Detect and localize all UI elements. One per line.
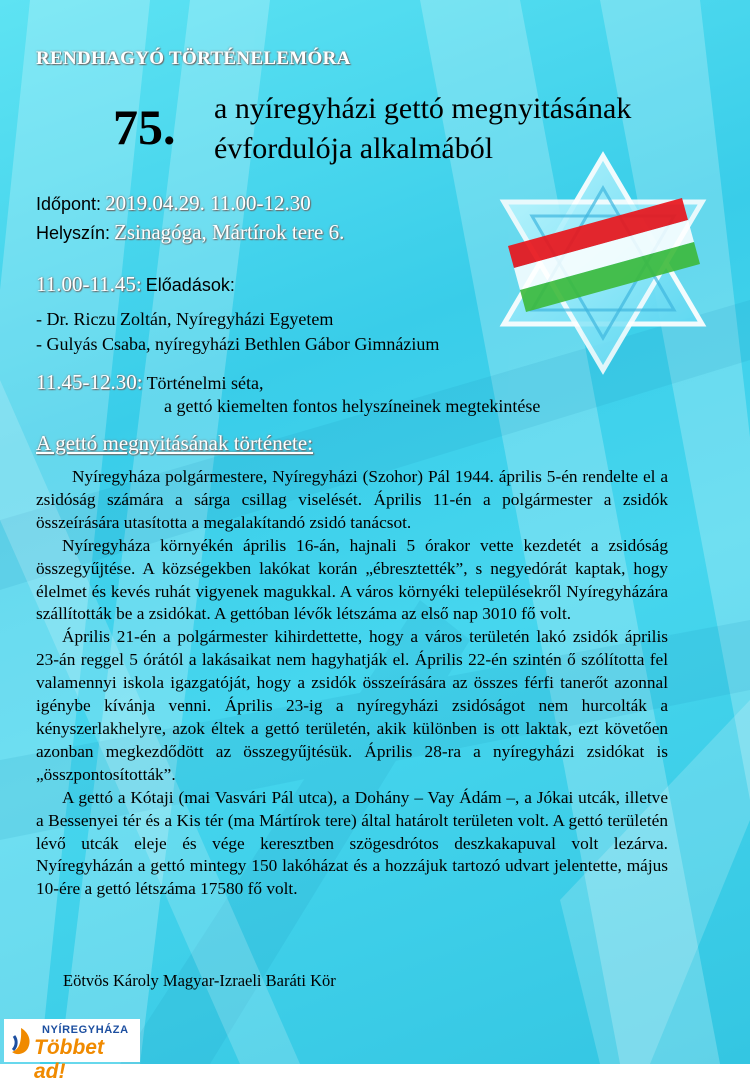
place-value: Zsinagóga, Mártírok tere 6. [114,220,345,244]
schedule-slot-2 [36,370,264,395]
place-row [36,220,344,245]
logo-mark-icon [8,1026,34,1058]
history-paragraph-4: A gettó a Kótaji (mai Vasvári Pál utca), a Dohány – Vay Ádám –, a Jókai utcák, illetve a Bessenyei tér és a Kis tér (ma Mártírok tere) által határolt területen volt. A gettó területén lévő utcák eleje és vége keresztben szögesdrótos deszkakapuval volt lezárva. Nyíregyházán a gettó mintegy 150 lakóházat és a hozzájuk tartozó udvart jelentette, május 10-ére a gettó létszáma 17580 fő volt. [36,787,668,899]
header-title: RENDHAGYÓ TÖRTÉNELEMÓRA [36,48,351,69]
slot-2-title: Történelmi séta, [146,373,264,393]
logo-slogan: Többet ad! [34,1036,104,1083]
place-label: Helyszín: [36,223,111,243]
city-logo [4,1019,140,1083]
subtitle-line-1: a nyíregyházi gettó megnyitásának [214,92,632,125]
date-row [36,191,311,216]
history-heading: A gettó megnyitásának története: [36,431,313,455]
speaker-2: - Gulyás Csaba, nyíregyházi Bethlen Gábor Gimnázium [36,334,440,354]
history-paragraph-1: Nyíregyháza polgármestere, Nyíregyházi (Szohor) Pál 1944. április 5-én rendelte el a zsidóság számára a sárga csillag viselését. Április 11-én a polgármester a zsidók összeírására utasította a megalakítandó zsidó tanácsot. [36,467,668,532]
slot-2-time: 11.45-12.30: [36,370,143,394]
history-paragraph-2: Nyíregyháza környékén április 16-án, hajnali 5 órakor vette kezdetét a zsidóság összegyűjtése. A községekben lakókat korán „ébresztették”, s negyedórát kaptak, hogy élelmet és kevés ruhát vigyenek magukkal. A város környéki településekről Nyíregyházára szállították be a zsidókat. A gettóban lévők létszáma az első nap 3010 fő volt. [36,535,668,624]
date-label: Időpont: [36,194,102,214]
speaker-1: - Dr. Riczu Zoltán, Nyíregyházi Egyetem [36,309,334,329]
history-body [36,466,668,901]
anniversary-number: 75. [113,99,176,155]
logo-city-name: NYÍREGYHÁZA [42,1024,129,1036]
slot-1-time: 11.00-11.45: [36,272,142,296]
slot-2-detail: a gettó kiemelten fontos helyszíneinek megtekintése [164,396,541,416]
subtitle-line-2: évfordulója alkalmából [214,132,494,165]
signature: Eötvös Károly Magyar-Izraeli Baráti Kör [63,971,336,990]
star-of-david-icon [488,148,718,378]
date-value: 2019.04.29. 11.00-12.30 [105,191,311,215]
slot-1-title: Előadások: [145,275,235,295]
schedule-slot-1 [36,272,235,297]
history-paragraph-3: Április 21-én a polgármester kihirdettette, hogy a város területén lakó zsidók április 23-án reggel 5 órától a lakásaikat nem hagyhatják el. Április 22-én szintén ő szólította fel valamennyi iskola igazgatóját, hogy a zsidók összeírására az összes férfi tanerőt azonnal igénybe kívánja venni. Április 23-ig a nyíregyházi zsidóságot nem hurcolták a kényszerlakhelyre, azok éltek a gettó területén, akik különben is ott laktak, ezt követően azonban megkezdődött az összegyűjtésük. Április 28-ra a nyíregyházi zsidókat is „összpontosították”. [36,627,668,784]
